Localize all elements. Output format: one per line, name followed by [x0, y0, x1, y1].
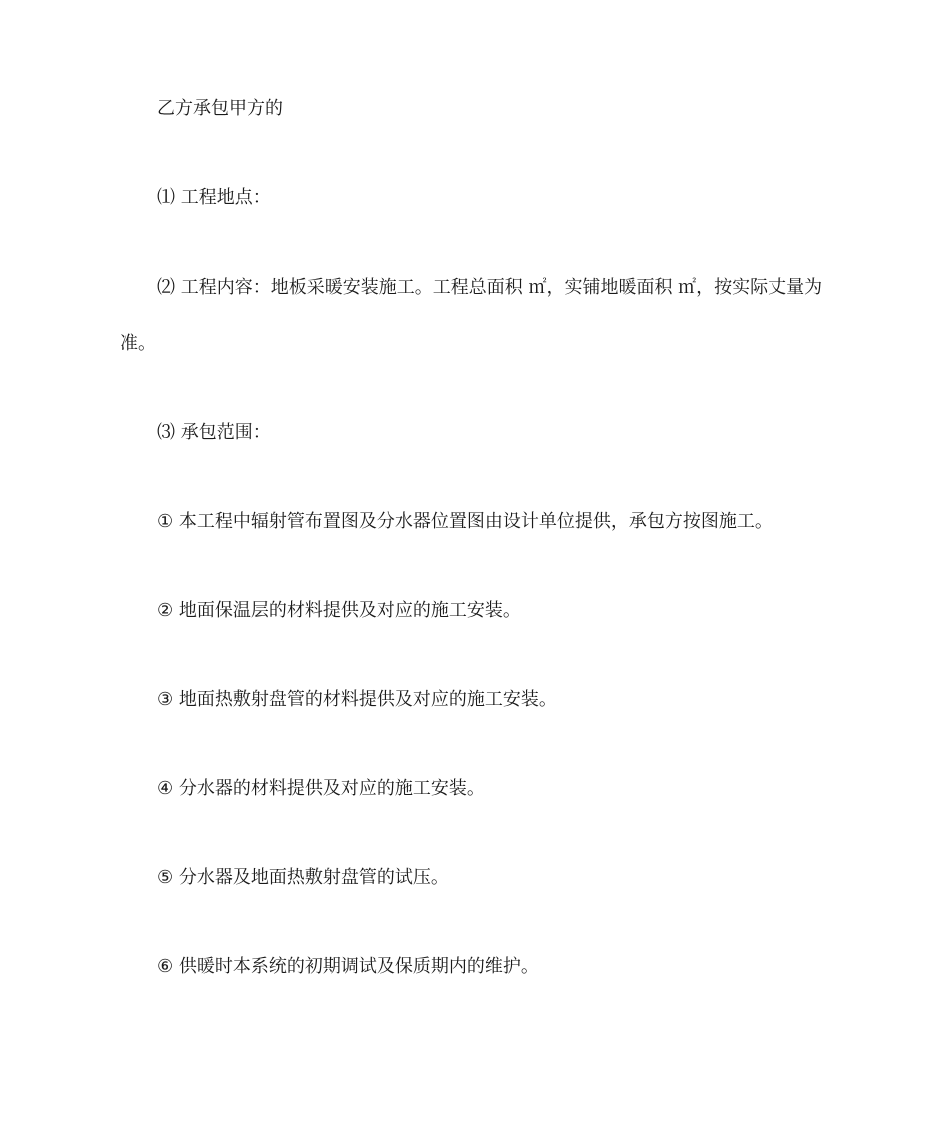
- project-content-item-continued: 准。: [120, 333, 156, 354]
- scope-list-item: ⑥ 供暖时本系统的初期调试及保质期内的维护。: [157, 956, 539, 977]
- scope-list-item: ② 地面保温层的材料提供及对应的施工安装。: [157, 600, 521, 621]
- scope-list-item: ① 本工程中辐射管布置图及分水器位置图由设计单位提供，承包方按图施工。: [157, 511, 773, 532]
- project-content-item: ⑵ 工程内容：地板采暖安装施工。工程总面积 ㎡，实铺地暖面积 ㎡，按实际丈量为: [157, 277, 823, 298]
- contract-scope-item: ⑶ 承包范围：: [157, 422, 271, 443]
- scope-list-item: ⑤ 分水器及地面热敷射盘管的试压。: [157, 867, 449, 888]
- scope-list-item: ③ 地面热敷射盘管的材料提供及对应的施工安装。: [157, 689, 557, 710]
- project-location-item: ⑴ 工程地点：: [157, 187, 271, 208]
- scope-list-item: ④ 分水器的材料提供及对应的施工安装。: [157, 778, 485, 799]
- intro-paragraph: 乙方承包甲方的: [157, 98, 283, 119]
